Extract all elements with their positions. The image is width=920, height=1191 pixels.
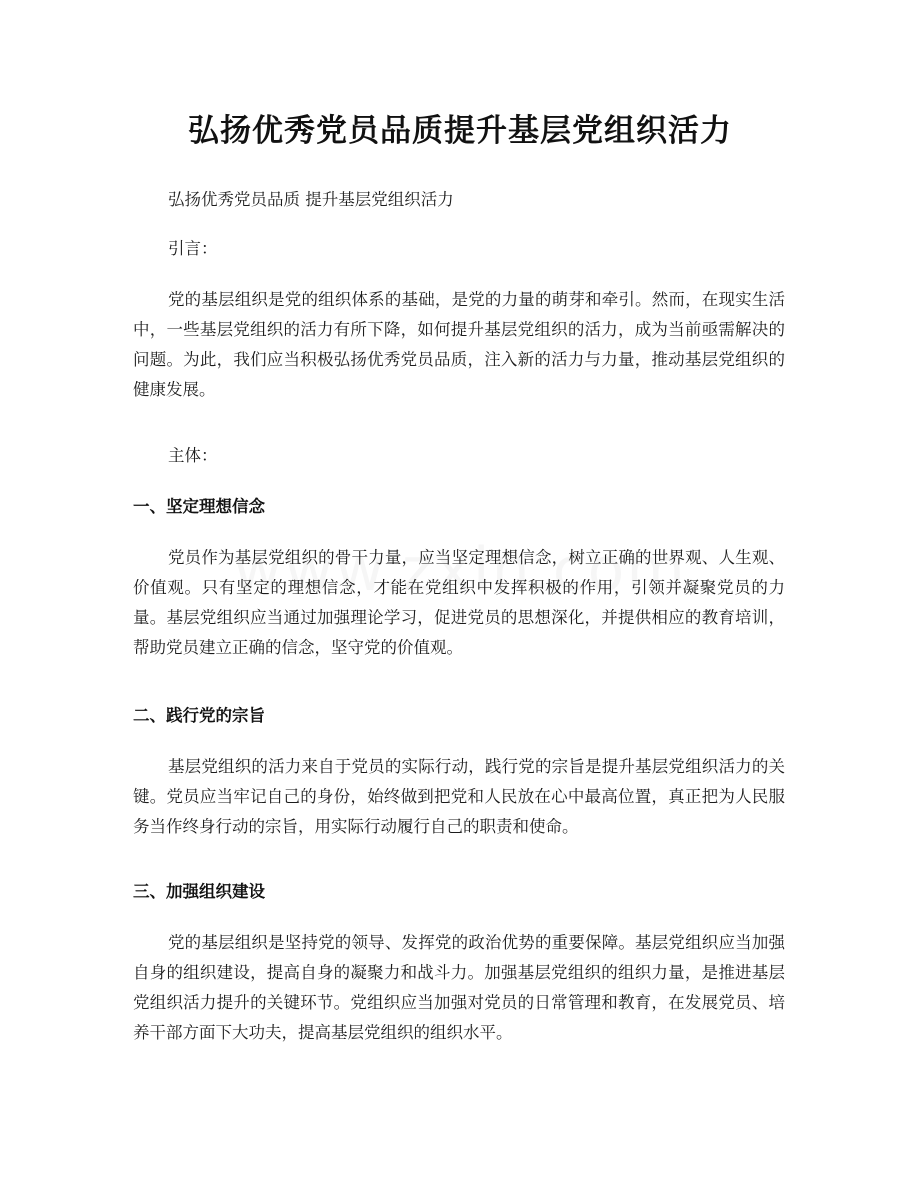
document-title: 弘扬优秀党员品质提升基层党组织活力 <box>188 113 732 149</box>
intro-label: 引言： <box>168 239 218 258</box>
section-heading-3: 三、加强组织建设 <box>133 882 265 901</box>
section-paragraph-1: 党员作为基层党组织的骨干力量，应当坚定理想信念，树立正确的世界观、人生观、价值观。只有坚定的理想信念，才能在党组织中发挥积极的作用，引领并凝聚党员的力量。基层党组织应当通过加强理论学习，促进党员的思想深化，并提供相应的教育培训，帮助党员建立正确的信念，坚守党的价值观。 <box>133 548 785 657</box>
section-heading-2: 二、践行党的宗旨 <box>133 706 265 725</box>
intro-paragraph: 党的基层组织是党的组织体系的基础，是党的力量的萌芽和牵引。然而，在现实生活中，一些基层党组织的活力有所下降，如何提升基层党组织的活力，成为当前亟需解决的问题。为此，我们应当积极弘扬优秀党员品质，注入新的活力与力量，推动基层党组织的健康发展。 <box>133 290 785 399</box>
section-paragraph-2: 基层党组织的活力来自于党员的实际行动，践行党的宗旨是提升基层党组织活力的关键。党员应当牢记自己的身份，始终做到把党和人民放在心中最高位置，真正把为人民服务当作终身行动的宗旨，用实际行动履行自己的职责和使命。 <box>133 757 785 836</box>
section-heading-1: 一、坚定理想信念 <box>133 497 265 516</box>
body-label: 主体： <box>168 446 218 465</box>
section-paragraph-3: 党的基层组织是坚持党的领导、发挥党的政治优势的重要保障。基层党组织应当加强自身的组织建设，提高自身的凝聚力和战斗力。加强基层党组织的组织力量，是推进基层党组织活力提升的关键环节。党组织应当加强对党员的日常管理和教育，在发展党员、培养干部方面下大功夫，提高基层党组织的组织水平。 <box>133 933 785 1042</box>
subtitle-paragraph: 弘扬优秀党员品质 提升基层党组织活力 <box>168 190 454 209</box>
